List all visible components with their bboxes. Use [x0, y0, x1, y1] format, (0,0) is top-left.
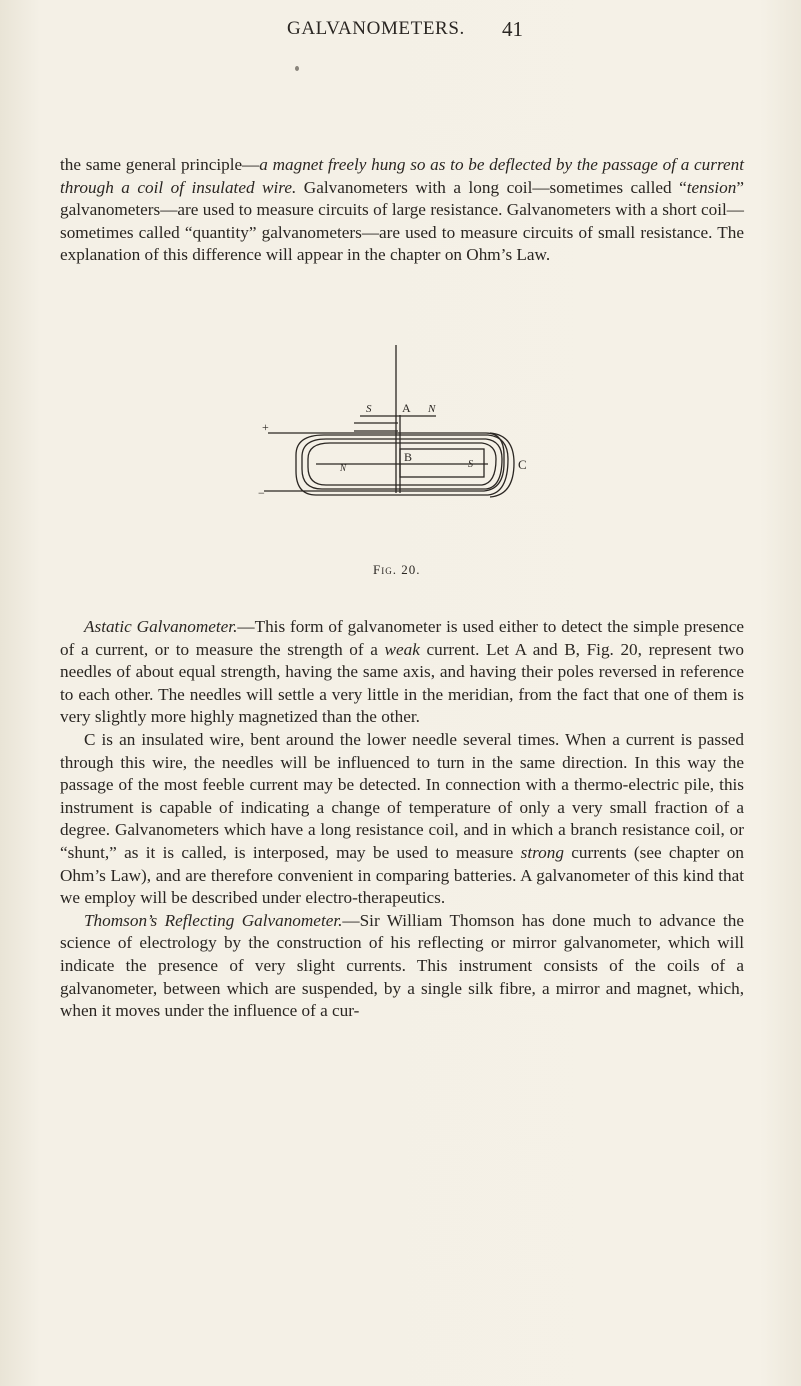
label-s-bottom: S [468, 459, 473, 470]
text-span: currents (see chapter on Ohm’s Law), and are therefore convenient in comparing batteries. A galvanometer of this kind that we employ will be described under electro-therapeutics. [60, 842, 744, 908]
label-s-top: S [366, 403, 372, 415]
emphasis-tension: tension [686, 177, 737, 197]
paragraph-intro [60, 154, 744, 267]
figure-astatic-galvanometer [256, 345, 526, 585]
text-span: C is an insulated wire, bent around the lower needle several times. When a current is passed through this wire, the needles will be influenced to turn in the same direction. In this way the passage of the most feeble current may be detected. In connection with a thermo-electric pile, this instrument is capable of indicating a change of temperature of only a very small fraction of a degree. Galvanometers which have a long resistance coil, and in which a branch resistance coil, or “shunt,” as it is called, is interposed, may be used to measure [60, 729, 744, 862]
emphasis-strong: strong [520, 842, 564, 862]
label-a: A [402, 401, 411, 415]
label-plus: + [262, 420, 269, 434]
running-head: GALVANOMETERS. [287, 18, 465, 39]
text-span: —This form of galvanometer is used either to detect the simple presence of a current, or to measure the strength of a [60, 617, 744, 659]
label-b: B [404, 450, 413, 464]
label-n-top: N [428, 403, 436, 415]
page-header [0, 18, 801, 48]
label-minus: − [258, 486, 265, 500]
paragraph-thomson [60, 910, 744, 1023]
text-span: ” galvanometers—are used to measure circuits of large resistance. Galvanometers with a short coil—sometimes called “quantity” galvanometers—are used to measure circuits of small resistance. The explanation of this difference will appear in the chapter on Ohm’s Law. [60, 177, 745, 265]
body-text [60, 616, 744, 1023]
print-speck [295, 66, 299, 71]
heading-thomson-galvanometer: Thomson’s Reflecting Galvanometer. [84, 910, 343, 930]
text-span: Galvanometers with a long coil—sometimes called “ [296, 177, 687, 197]
text-span: —Sir William Thomson has done much to advance the science of electrology by the construction of his reflecting or mirror galvanometer, which will indicate the presence of very slight currents. This instrument consists of the coils of a galvanometer, between which are suspended, by a single silk fibre, a mirror and magnet, which, when it moves under the influence of a cur- [60, 910, 744, 1021]
emphasis-weak: weak [384, 639, 420, 659]
paragraph-astatic [60, 616, 744, 729]
emphasis-principle: a magnet freely hung so as to be deflected by the passage of a current through a coil of insulated wire. [60, 155, 744, 197]
text-span: current. Let A and B, Fig. 20, represent two needles of about equal strength, having the same axis, and having their poles reversed in reference to each other. The needles will settle a very little in the meridian, from the fact that one of them is very slightly more highly magnetized than the other. [60, 639, 744, 727]
paragraph-principle [60, 154, 744, 267]
label-n-bottom: N [340, 463, 347, 473]
paragraph-insulated-wire [60, 729, 744, 910]
astatic-galvanometer-diagram [256, 345, 526, 585]
text-span: the same general principle— [60, 155, 260, 174]
page-number: 41 [502, 17, 523, 41]
label-c: C [518, 457, 526, 472]
heading-astatic-galvanometer: Astatic Galvanometer. [84, 617, 238, 636]
figure-caption: Fig. 20. [373, 562, 421, 577]
